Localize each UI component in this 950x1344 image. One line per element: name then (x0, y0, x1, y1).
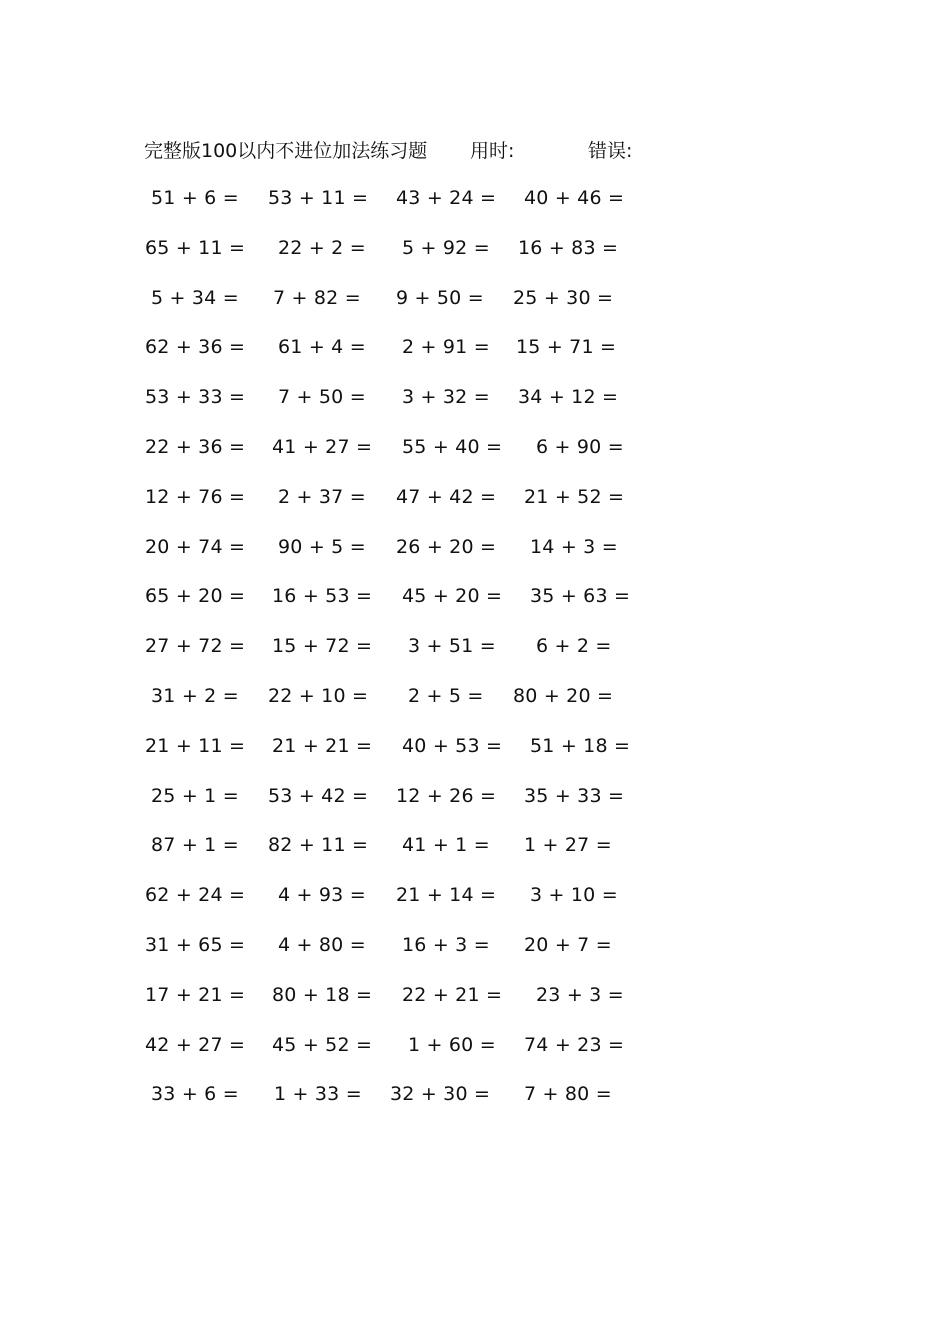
problem-cell: 65 + 11 = (145, 237, 246, 259)
problem-cell: 20 + 7 = (524, 934, 612, 956)
problem-cell: 21 + 14 = (396, 884, 497, 906)
problem-cell: 22 + 36 = (145, 436, 246, 458)
problem-cell: 4 + 80 = (278, 934, 366, 956)
problem-cell: 32 + 30 = (390, 1083, 491, 1105)
problem-cell: 15 + 71 = (516, 336, 617, 358)
problem-cell: 2 + 5 = (408, 685, 484, 707)
problem-cell: 43 + 24 = (396, 187, 497, 209)
problem-cell: 27 + 72 = (145, 635, 246, 657)
problem-cell: 4 + 93 = (278, 884, 366, 906)
problem-cell: 42 + 27 = (145, 1034, 246, 1056)
problem-cell: 61 + 4 = (278, 336, 366, 358)
problem-cell: 35 + 63 = (530, 585, 631, 607)
problem-cell: 6 + 2 = (536, 635, 612, 657)
problem-cell: 53 + 33 = (145, 386, 246, 408)
problem-cell: 16 + 83 = (518, 237, 619, 259)
problem-cell: 7 + 80 = (524, 1083, 612, 1105)
problem-cell: 2 + 91 = (402, 336, 490, 358)
problem-cell: 53 + 11 = (268, 187, 369, 209)
problem-cell: 21 + 21 = (272, 735, 373, 757)
problem-cell: 1 + 27 = (524, 834, 612, 856)
time-label: 用时: (470, 140, 515, 162)
problem-cell: 62 + 36 = (145, 336, 246, 358)
problem-cell: 62 + 24 = (145, 884, 246, 906)
problem-cell: 51 + 6 = (151, 187, 239, 209)
error-label: 错误: (588, 140, 633, 162)
problem-cell: 25 + 30 = (513, 287, 614, 309)
problem-cell: 25 + 1 = (151, 785, 239, 807)
problem-cell: 6 + 90 = (536, 436, 624, 458)
problem-cell: 14 + 3 = (530, 536, 618, 558)
problem-cell: 33 + 6 = (151, 1083, 239, 1105)
problem-cell: 31 + 65 = (145, 934, 246, 956)
problem-cell: 40 + 53 = (402, 735, 503, 757)
problem-cell: 90 + 5 = (278, 536, 366, 558)
problem-cell: 65 + 20 = (145, 585, 246, 607)
problem-cell: 41 + 1 = (402, 834, 490, 856)
problem-cell: 1 + 60 = (408, 1034, 496, 1056)
problem-cell: 3 + 32 = (402, 386, 490, 408)
problem-cell: 15 + 72 = (272, 635, 373, 657)
problem-cell: 12 + 76 = (145, 486, 246, 508)
problem-cell: 26 + 20 = (396, 536, 497, 558)
page-title: 完整版100以内不进位加法练习题 (144, 140, 428, 162)
problem-cell: 5 + 92 = (402, 237, 490, 259)
problem-cell: 21 + 52 = (524, 486, 625, 508)
problem-cell: 47 + 42 = (396, 486, 497, 508)
problem-cell: 22 + 2 = (278, 237, 366, 259)
problem-cell: 5 + 34 = (151, 287, 239, 309)
problem-cell: 7 + 50 = (278, 386, 366, 408)
problem-cell: 3 + 10 = (530, 884, 618, 906)
problem-cell: 16 + 3 = (402, 934, 490, 956)
problem-cell: 45 + 52 = (272, 1034, 373, 1056)
problem-cell: 82 + 11 = (268, 834, 369, 856)
problem-cell: 20 + 74 = (145, 536, 246, 558)
problem-cell: 3 + 51 = (408, 635, 496, 657)
problem-cell: 51 + 18 = (530, 735, 631, 757)
problem-cell: 34 + 12 = (518, 386, 619, 408)
problem-cell: 74 + 23 = (524, 1034, 625, 1056)
problem-cell: 22 + 10 = (268, 685, 369, 707)
problem-cell: 17 + 21 = (145, 984, 246, 1006)
problem-cell: 41 + 27 = (272, 436, 373, 458)
problem-cell: 12 + 26 = (396, 785, 497, 807)
problem-cell: 31 + 2 = (151, 685, 239, 707)
problem-cell: 16 + 53 = (272, 585, 373, 607)
problem-cell: 9 + 50 = (396, 287, 484, 309)
problem-cell: 45 + 20 = (402, 585, 503, 607)
problem-cell: 55 + 40 = (402, 436, 503, 458)
problem-cell: 21 + 11 = (145, 735, 246, 757)
problem-cell: 2 + 37 = (278, 486, 366, 508)
problem-cell: 40 + 46 = (524, 187, 625, 209)
problem-cell: 35 + 33 = (524, 785, 625, 807)
problem-cell: 22 + 21 = (402, 984, 503, 1006)
problem-cell: 7 + 82 = (273, 287, 361, 309)
problem-cell: 87 + 1 = (151, 834, 239, 856)
problem-cell: 53 + 42 = (268, 785, 369, 807)
problem-cell: 80 + 20 = (513, 685, 614, 707)
problem-cell: 80 + 18 = (272, 984, 373, 1006)
problem-cell: 23 + 3 = (536, 984, 624, 1006)
problem-cell: 1 + 33 = (274, 1083, 362, 1105)
